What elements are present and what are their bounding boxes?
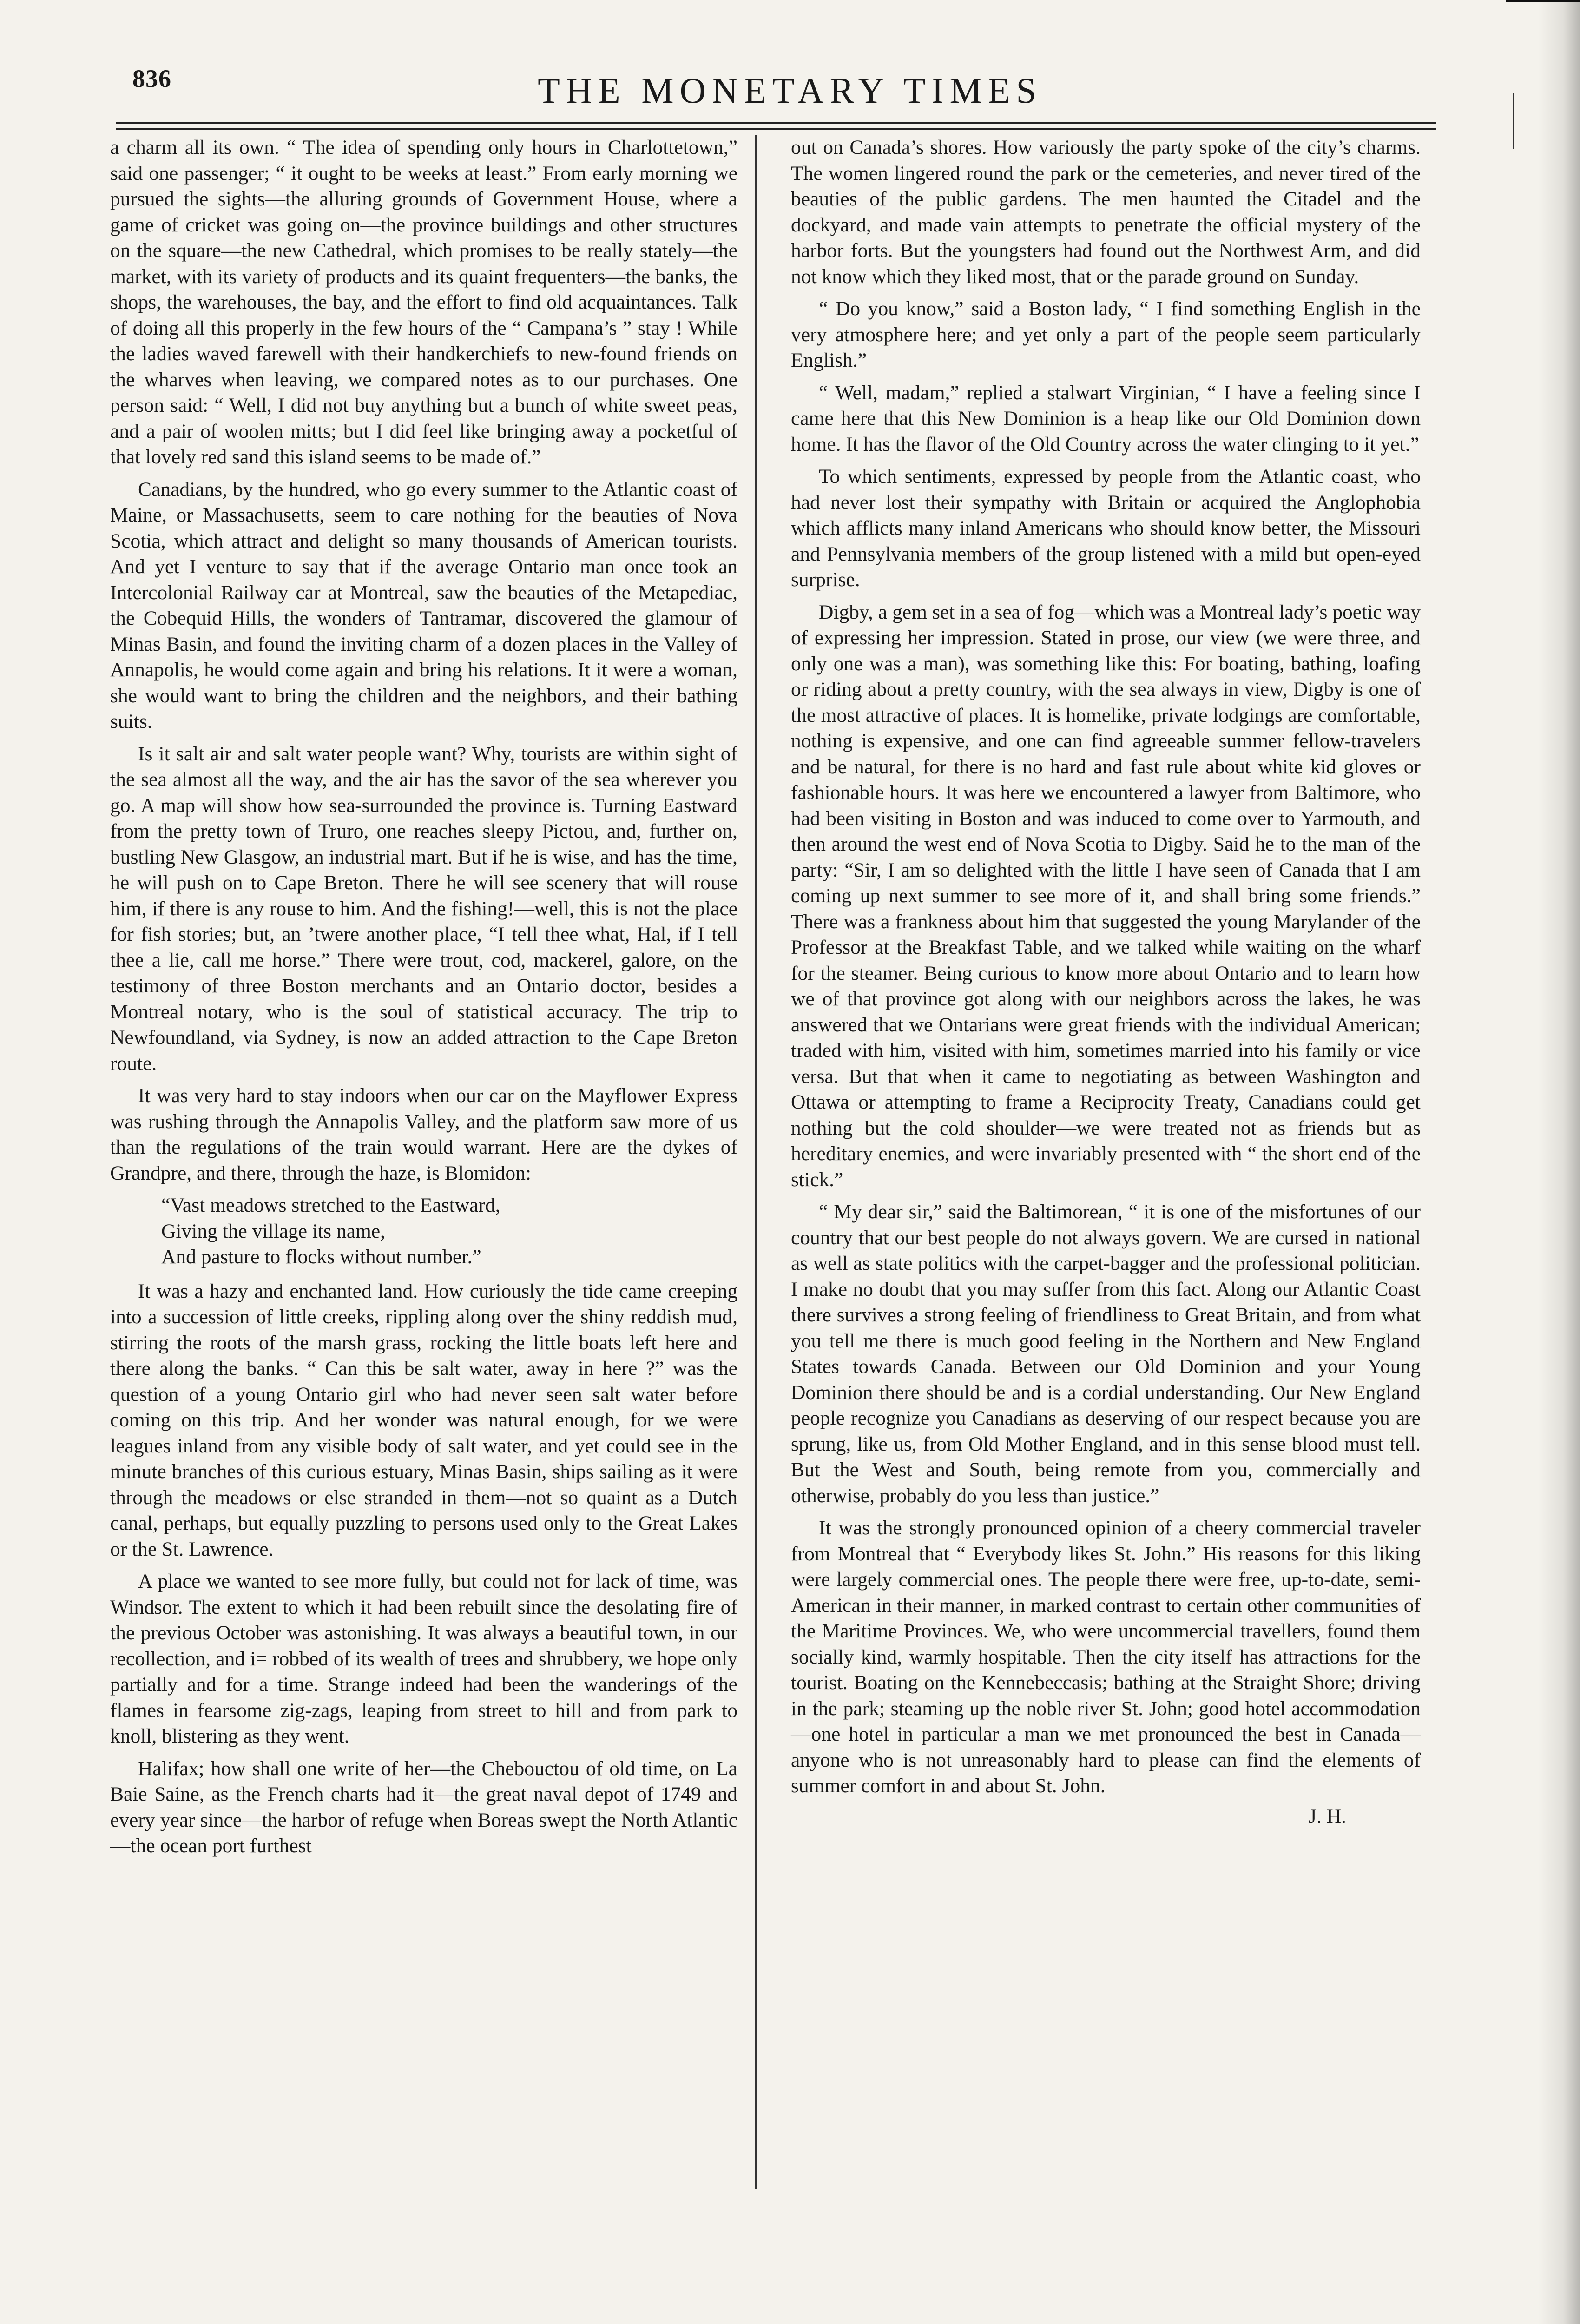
right-paragraph-4: To which sentiments, expressed by people from the Atlantic coast, who had never lost their sympathy with Britain or acquired the Anglophobia which afflicts many inland Americans who should know better, the Missouri and Pennsylvania members of the group listened with a mild but open-eyed surprise. bbox=[791, 465, 1421, 591]
left-paragraph-2: Canadians, by the hundred, who go every summer to the Atlantic coast of Maine, or Massachusetts, seem to care nothing for the beauties of Nova Scotia, which attract and delight so many thousands of American tourists. And yet I venture to say that if the average Ontario man once took an Intercolonial Railway car at Montreal, saw the beauties of the Metapediac, the Cobequid Hills, the wonders of Tantramar, discovered the glamour of Minas Basin, and found the inviting charm of a dozen places in the Valley of Annapolis, he would come again and bring his relations. It it were a woman, she would want to bring the children and the neighbors, and their bathing suits. bbox=[110, 478, 737, 733]
left-paragraph-1: a charm all its own. “ The idea of spending only hours in Charlottetown,” said one passenger; “ it ought to be weeks at least.” From early morning we pursued the sights—the alluring grounds of Government House, where a game of cricket was going on—the province buildings and other structures on the square—the new Cathedral, which promises to be really stately—the market, with its variety of products and its quaint frequenters—the banks, the shops, the warehouses, the bay, and the effort to find old acquaintances. Talk of doing all this properly in the few hours of the “ Campana’s ” stay ! While the ladies waved farewell with their handkerchiefs to new-found friends on the wharves when leaving, we compared notes as to our purchases. One person said: “ Well, I did not buy anything but a bunch of white sweet peas, and a pair of woolen mitts; but I did feel like bringing away a pocketful of that lovely red sand this island seems to be made of.” bbox=[110, 136, 737, 468]
right-paragraph-2: “ Do you know,” said a Boston lady, “ I find something English in the very atmosphere here; and yet only a part of the people seem particularly English.” bbox=[791, 297, 1421, 371]
verse-line-2: Giving the village its name, bbox=[161, 1220, 386, 1242]
running-head: THE MONETARY TIMES bbox=[538, 70, 1042, 111]
header-rule-bottom bbox=[116, 128, 1436, 130]
left-paragraph-3: Is it salt air and salt water people want? Why, tourists are within sight of the sea almost all the way, and the air has the savor of the sea wherever you go. A map will show how sea-surrounded the province is. Turning Eastward from the pretty town of Truro, one reaches sleepy Pictou, and, further on, bustling New Glasgow, an industrial mart. But if he is wise, and has the time, he will push on to Cape Breton. There he will see scenery that will rouse him, if there is any rouse to him. And the fishing!—well, this is not the place for fish stories; but, an ’twere another place, “I tell thee what, Hal, if I tell thee a lie, call me horse.” There were trout, cod, mackerel, galore, on the testimony of three Boston merchants and an Ontario doctor, besides a Montreal notary, who is the soul of statistical accuracy. The trip to Newfoundland, via Sydney, is now an added attraction to the Cape Breton route. bbox=[110, 742, 737, 1075]
page-number: 836 bbox=[132, 65, 171, 92]
right-column bbox=[791, 135, 1421, 1829]
column-divider bbox=[755, 135, 757, 2189]
right-paragraph-7: It was the strongly pronounced opinion of a cheery commercial traveler from Montreal that “ Everybody likes St. John.” His reasons for this liking were largely commercial ones. The people there were free, up-to-date, semi-American in their manner, in marked contrast to certain other communities of the Maritime Provinces. We, who were uncommercial travellers, found them socially kind, warmly hospitable. Then the city itself has attractions for the tourist. Boating on the Kennebeccasis; bathing at the Straight Shore; driving in the park; steaming up the noble river St. John; good hotel accommodation —one hotel in particular a man we met pronounced the best in Canada—anyone who is not unreasonably hard to please can find the elements of summer comfort in and about St. John. bbox=[791, 1517, 1421, 1797]
header-rule-top bbox=[116, 122, 1436, 124]
left-column bbox=[110, 135, 737, 1866]
left-paragraph-6: A place we wanted to see more fully, but could not for lack of time, was Windsor. The extent to which it had been rebuilt since the desolating fire of the previous October was astonishing. It was always a beautiful town, in our recollection, and i= robbed of its wealth of trees and shrubbery, we hope only partially and for a time. Strange indeed had been the wanderings of the flames in fearsome zig-zags, leaping from street to hill and from park to knoll, blistering as they went. bbox=[110, 1570, 737, 1747]
author-signature: J. H. bbox=[1309, 1805, 1346, 1828]
left-paragraph-4: It was very hard to stay indoors when our car on the Mayflower Express was rushing through the Annapolis Valley, and the platform saw more of us than the regulations of the train would warrant. Here are the dykes of Grandpre, and there, through the haze, is Blomidon: bbox=[110, 1084, 737, 1184]
right-paragraph-6: “ My dear sir,” said the Baltimorean, “ it is one of the misfortunes of our country that our best people do not always govern. We are cursed in national as well as state politics with the carpet-bagger and the professional politician. I make no doubt that you may suffer from this fact. Along our Atlantic Coast there survives a strong feeling of friendliness to Great Britain, and from what you tell me there is much good feeling in the Northern and New England States towards Canada. Between our Old Dominion and your Young Dominion there should be and is a cordial understanding. Our New England people recognize you Canadians as deserving of our respect because you are sprung, like us, from Old Mother England, and in this sense blood must tell. But the West and South, being remote from you, commercially and otherwise, probably do you less than justice.” bbox=[791, 1201, 1421, 1507]
right-paragraph-1: out on Canada’s shores. How variously the party spoke of the city’s charms. The women lingered round the park or the cemeteries, and never tired of the beauties of the public gardens. The men haunted the Citadel and the dockyard, and made vain attempts to penetrate the official mystery of the harbor forts. But the youngsters had found out the Northwest Arm, and did not know which they liked most, that or the parade ground on Sunday. bbox=[791, 136, 1421, 288]
verse-line-1: “Vast meadows stretched to the Eastward, bbox=[161, 1194, 500, 1216]
verse-quote bbox=[161, 1193, 737, 1270]
verse-line-3: And pasture to flocks without number.” bbox=[161, 1246, 481, 1268]
right-paragraph-5: Digby, a gem set in a sea of fog—which was a Montreal lady’s poetic way of expressing her impression. Stated in prose, our view (we were three, and only one was a man), was something like this: For boating, bathing, loafing or riding about a pretty country, with the sea always in view, Digby is one of the most attractive of places. It is homelike, private lodgings are comfortable, nothing is expensive, and one can find agreeable summer fellow-travelers and be natural, for there is no hard and fast rule about white kid gloves or fashionable hours. It was here we encountered a lawyer from Baltimore, who had been visiting in Boston and was induced to come over to Yarmouth, and then around the west end of Nova Scotia to Digby. Said he to the man of the party: “Sir, I am so delighted with the little I have seen of Canada that I am coming up next summer to see more of it, and shall bring some friends.” There was a frankness about him that suggested the young Marylander of the Professor at the Breakfast Table, and we talked while waiting on the wharf for the steamer. Being curious to know more about Ontario and to learn how we of that province got along with our neighbors across the lakes, he was answered that we Ontarians were great friends with the individual American; traded with him, visited with him, sometimes married into his family or vice versa. But that when it came to negotiating as between Washington and Ottawa or attempting to frame a Reciprocity Treaty, Canadians could get nothing but the cold shoulder—we were treated not as friends but as hereditary enemies, and were invariably presented with “ the short end of the stick.” bbox=[791, 601, 1421, 1191]
page-edge-shadow bbox=[1538, 0, 1580, 2324]
left-paragraph-7: Halifax; how shall one write of her—the Chebouctou of old time, on La Baie Saine, as the French charts had it—the great naval depot of 1749 and every year since—the harbor of refuge when Boreas swept the North Atlantic—the ocean port furthest bbox=[110, 1757, 737, 1857]
left-paragraph-5: It was a hazy and enchanted land. How curiously the tide came creeping into a succession of little creeks, rippling along over the shiny reddish mud, stirring the roots of the marsh grass, rocking the little boats left here and there along the banks. “ Can this be salt water, away in here ?” was the question of a young Ontario girl who had never seen salt water before coming on this trip. And her wonder was natural enough, for we were leagues inland from any visible body of salt water, and yet could see in the minute branches of this curious estuary, Minas Basin, ships sailing as it were through the meadows or else stranded in them—not so quaint as a Dutch canal, perhaps, but equally puzzling to persons used only to the Great Lakes or the St. Lawrence. bbox=[110, 1280, 737, 1560]
right-paragraph-3: “ Well, madam,” replied a stalwart Virginian, “ I have a feeling since I came here that this New Dominion is a heap like our Old Dominion down home. It has the flavor of the Old Country across the water clinging to it yet.” bbox=[791, 381, 1421, 456]
